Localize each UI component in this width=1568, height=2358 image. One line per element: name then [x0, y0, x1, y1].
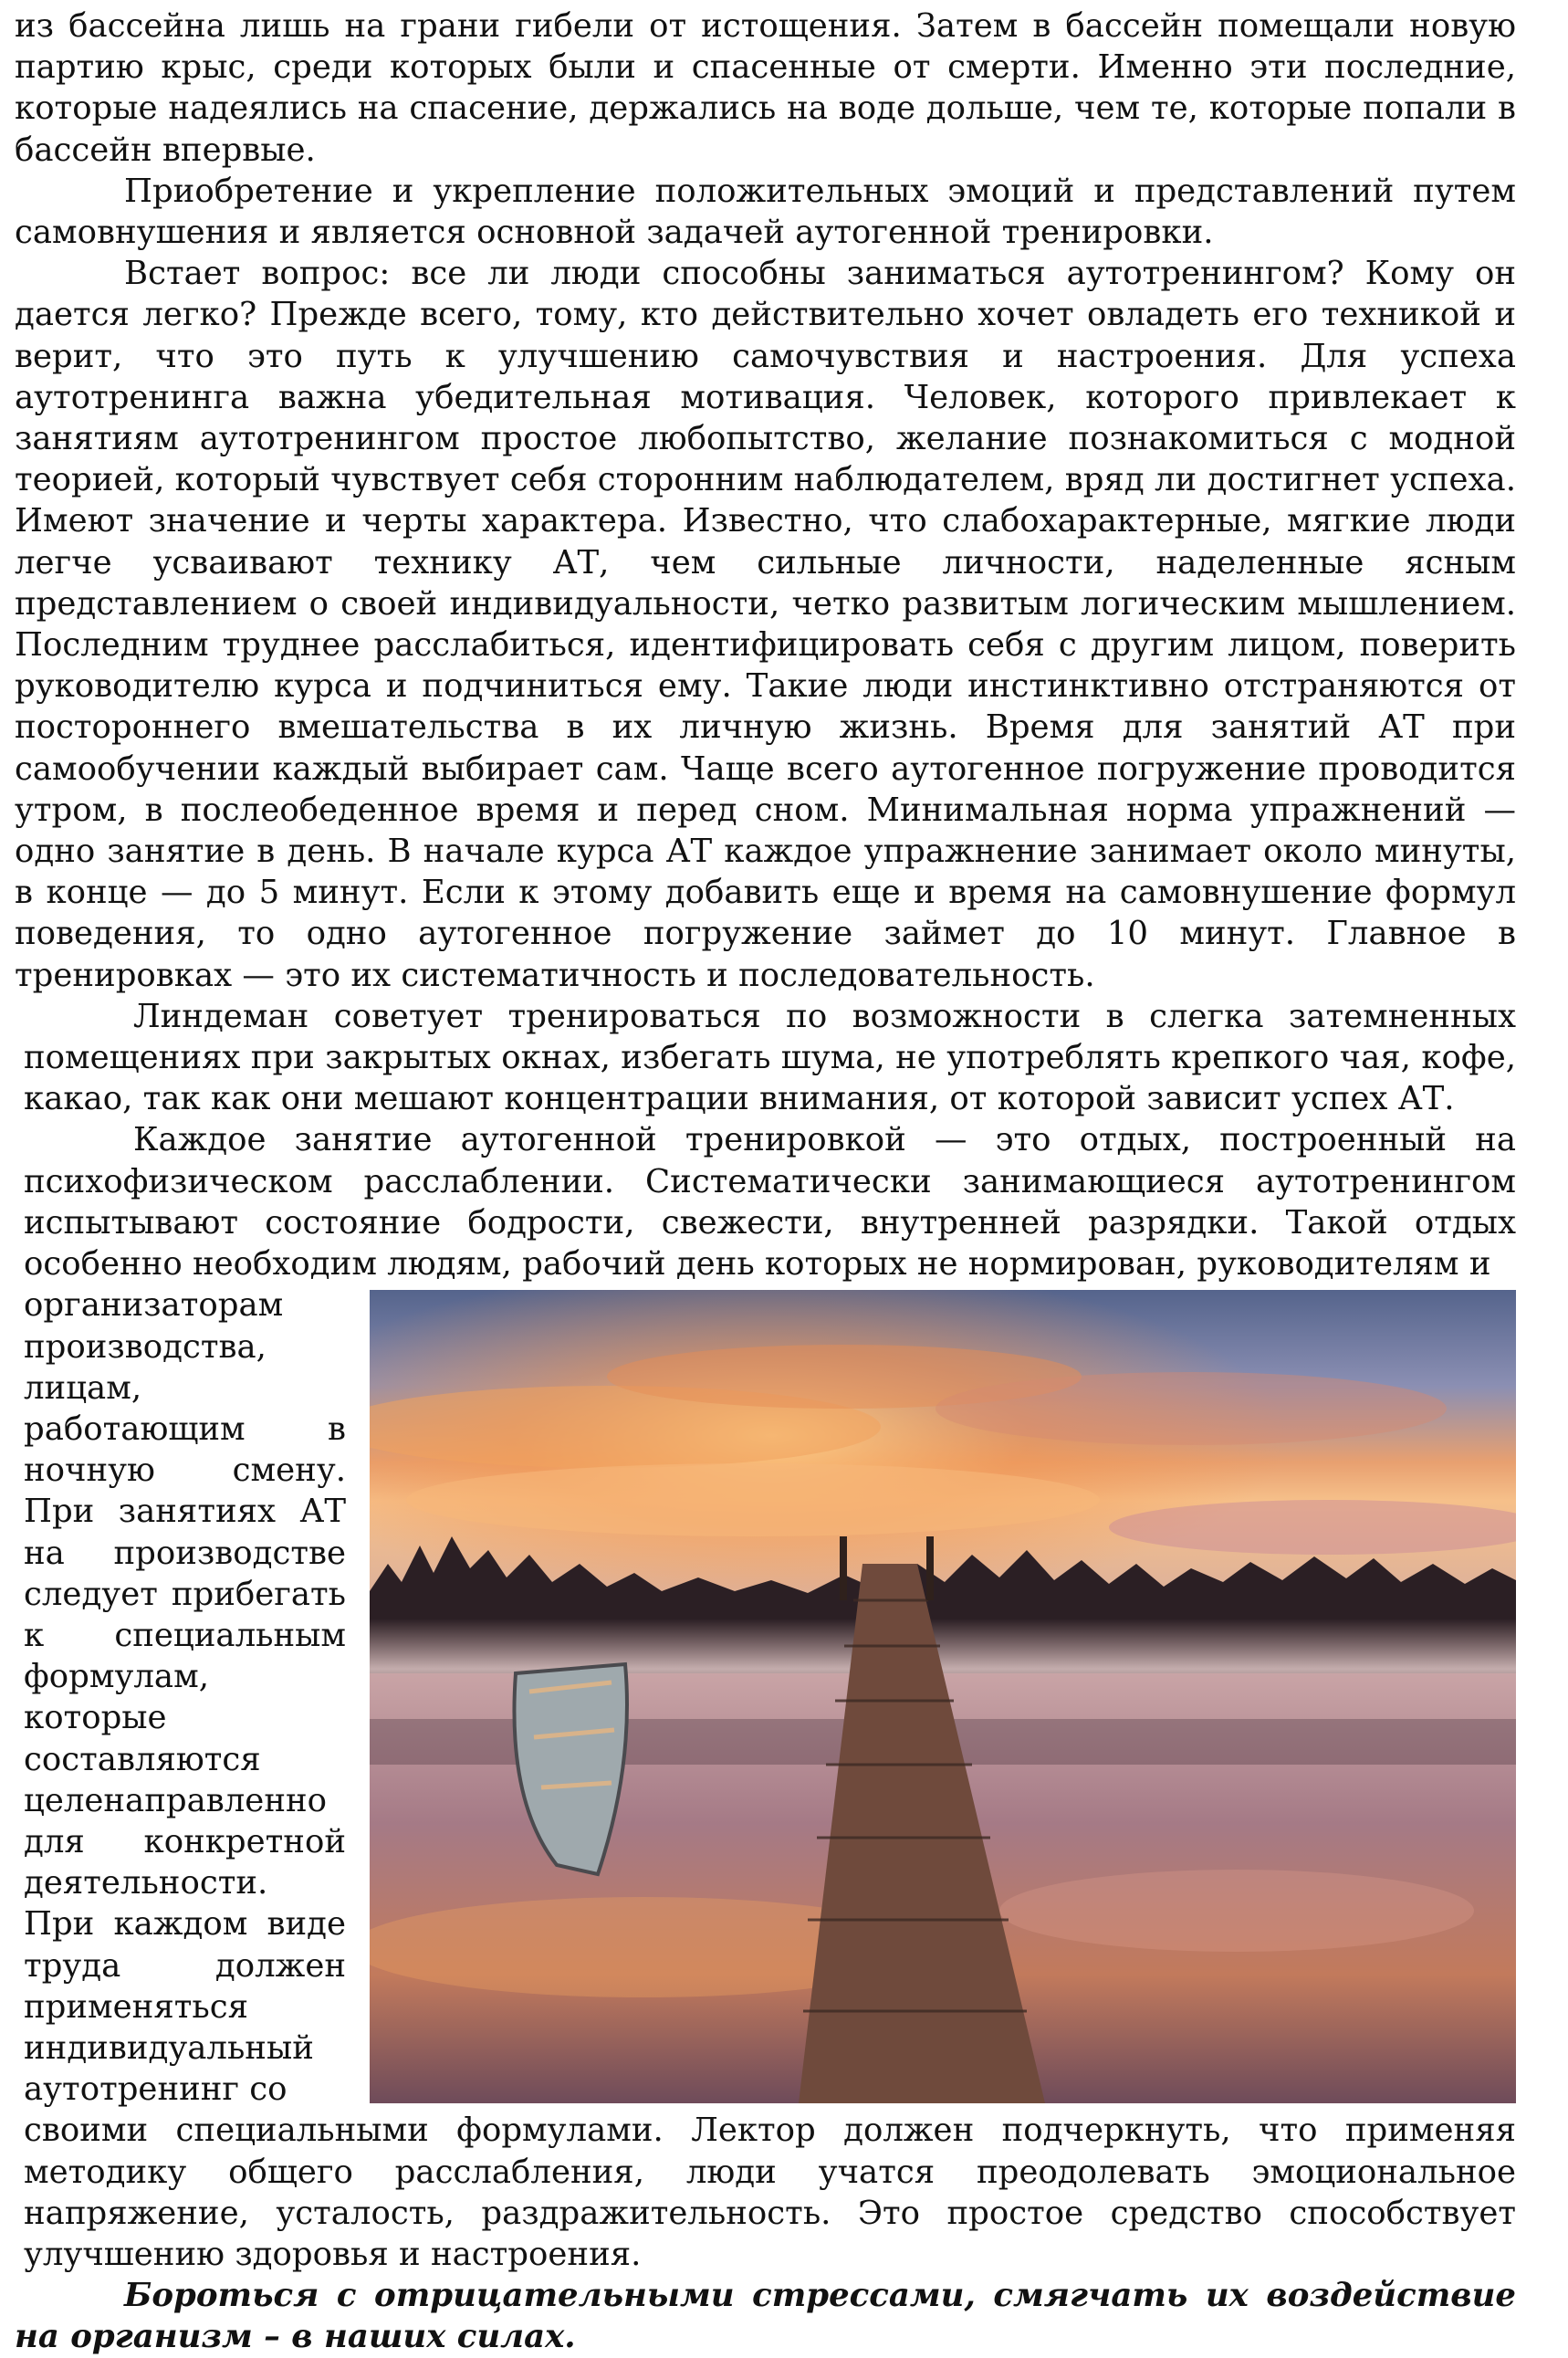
paragraph-autosuggestion-goal: Приобретение и укрепление положительных эмоций и представлений путем самовнушения и является основной задачей аутогенной тренировки. — [15, 172, 1516, 252]
paragraph-rest-tail: своими специальными формулами. Лектор должен подчеркнуть, что применяя методику общего расслабления, люди учатся преодолевать эмоциональное напряжение, усталость, раздражительность. Это простое средство способствует улучшению здоровья и настроения. — [24, 2112, 1516, 2273]
wrapped-text-with-photo — [15, 1284, 1516, 2275]
paragraph-rats-experiment: из бассейна лишь на грани гибели от истощения. Затем в бассейн помещали новую партию крыс, среди которых были и спасенные от смерти. Именно эти последние, которые надеялись на спасение, держались на воде дольше, чем те, которые попали в бассейн впервые. — [15, 7, 1516, 169]
wrapped-paragraph-text: организаторам производства, лицам, работающим в ночную смену. При занятиях АТ на производстве следует прибегать к специальным формулам, которые составляются целенаправленно для конкретной деятельности. При каждом виде труда должен применяться индивидуальный аутотренинг со — [24, 1286, 346, 2109]
document-page — [15, 5, 1516, 2358]
paragraph-lindeman-advice: Линдеман советует тренироваться по возможности в слегка затемненных помещениях при закрытых окнах, избегать шума, не употреблять крепкого чая, кофе, какао, так как они мешают концентрации внимания, от которой зависит успех АТ. — [24, 997, 1516, 1118]
paragraph-rest-intro: Каждое занятие аутогенной тренировкой — это отдых, построенный на психофизическом расслаблении. Систематически занимающиеся аутотренингом испытывают состояние бодрости, свежести, внутренней разрядки. Такой отдых особенно необходим людям, рабочий день которых не нормирован, руководителям и — [24, 1121, 1516, 1284]
lake-dock-sunrise-photo — [370, 1290, 1516, 2103]
paragraph-who-can-train: Встает вопрос: все ли люди способны заниматься аутотренингом? Кому он дается легко? Прежде всего, тому, кто действительно хочет овладеть его техникой и верит, что это путь к улучшению самочувствия и настроения. Для успеха аутотренинга важна убедительная мотивация. Человек, которого привлекает к занятиям аутотренингом простое любопытство, желание познакомиться с модной теорией, который чувствует себя сторонним наблюдателем, вряд ли достигнет успеха. Имеют значение и черты характера. Известно, что слабохарактерные, мягкие люди легче усваивают технику АТ, чем сильные личности, наделенные ясным представлением о своей индивидуальности, четко развитым логическим мышлением. Последним труднее расслабиться, идентифицировать себя с другим лицом, поверить руководителю курса и подчиниться ему. Такие люди инстинктивно отстраняются от постороннего вмешательства в их личную жизнь. Время для занятий АТ при самообучении каждый выбирает сам. Чаще всего аутогенное погружение проводится утром, в послеобеденное время и перед сном. Минимальная норма упражнений — одно занятие в день. В начале курса АТ каждое упражнение занимает около минуты, в конце — до 5 минут. Если к этому добавить еще и время на самовнушение формул поведения, то одно аутогенное погружение займет до 10 минут. Главное в тренировках — это их систематичность и последовательность. — [15, 255, 1516, 994]
closing-statement: Бороться с отрицательными стрессами, смягчать их воздействие на организм – в наших силах. — [15, 2277, 1516, 2356]
